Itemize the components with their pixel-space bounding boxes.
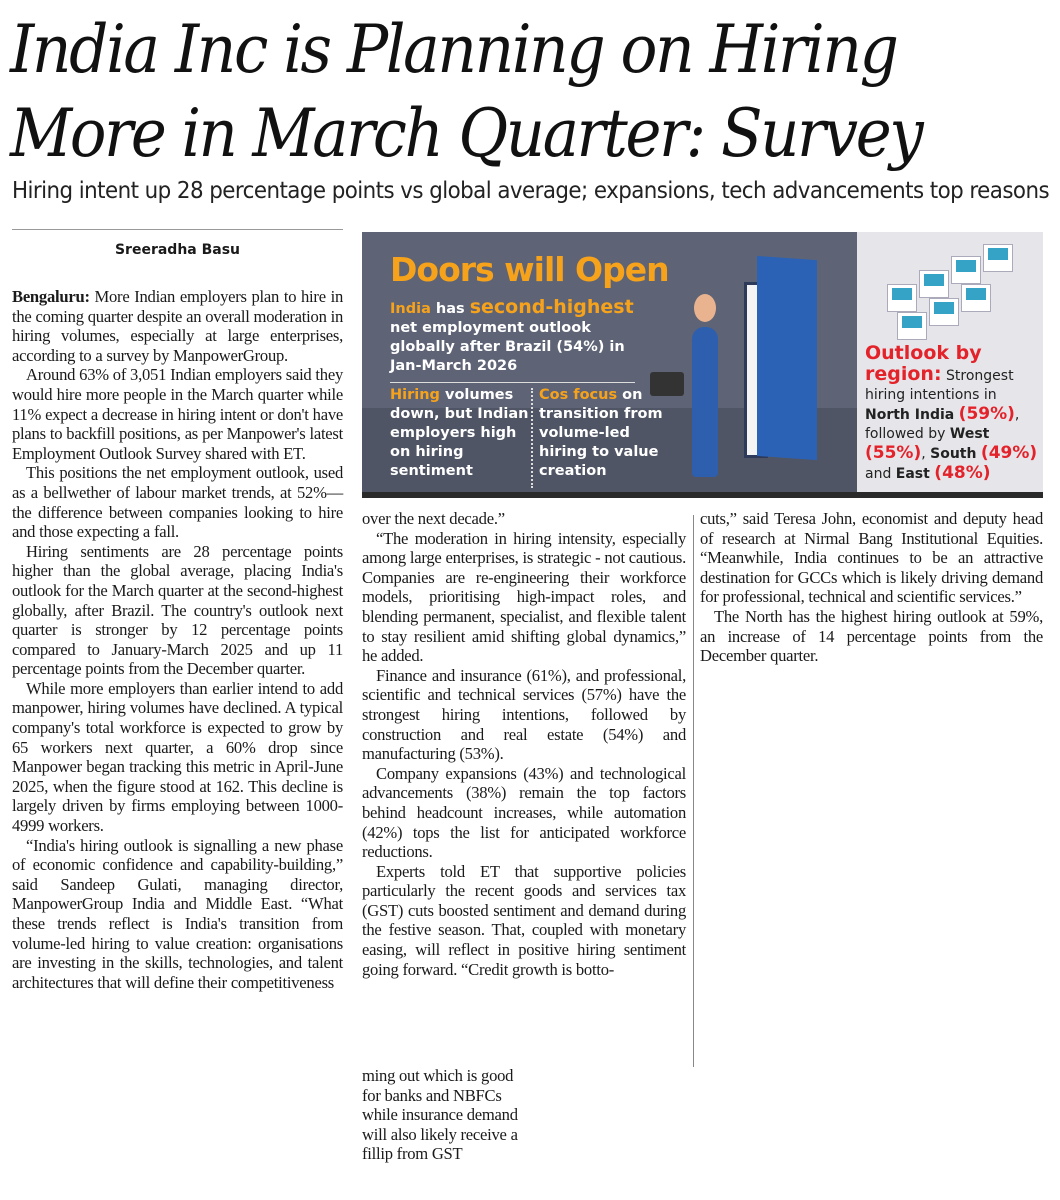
businessman-illustration [692,327,718,477]
paragraph: Around 63% of 3,051 Indian employers said they would hire more people in the March quarter while 11% expect a decrease in hiring intent or don't have plans to backfill positions, as per Manpower's latest Employment Outlook Survey shared with ET. [12,365,343,463]
point-2-text: on transition from volume-led hiring to value creation [539,387,663,479]
paragraph: cuts,” said Teresa John, economist and deputy head of research at Nirmal Bang Institutional Equities. “Meanwhile, India continues to be an attractive destination for GCCs which is likely driving demand for professional, technical and scientific services.” [700,509,1043,607]
paragraph: This positions the net employment outlook, used as a bellwether of labour market trends, at 52%—the difference between companies looking to hire and those expecting a fall. [12,463,343,542]
person-head-illustration [694,294,716,322]
region-north: North India [865,407,955,423]
paragraph: The North has the highest hiring outlook at 59%, an increase of 14 percentage points from the December quarter. [700,606,1043,666]
paragraph: ming out which is good for banks and NBFCs while insurance demand will also likely receive a fillip from GST [362,1066,518,1164]
infographic-title: Doors will Open [390,250,669,289]
region-south: South [930,446,977,462]
byline: Sreeradha Basu [114,242,241,258]
infographic-lead [390,298,640,376]
open-door-illustration [757,256,817,460]
article-column-1 [12,287,343,992]
dotted-divider [531,388,533,488]
infographic-bottom-bar [362,492,1043,498]
paragraph: “The moderation in hiring intensity, especially among large enterprises, is strategic - not cautious. Companies are re-engineering their workforce models, prioritising high-impact roles, and blending permanent, specialist, and flexible talent to stay resilient amid shifting global dynamics,” he added. [362,528,686,666]
article-column-2 [362,509,686,979]
infographic-point-1 [390,386,530,481]
article-column-3 [700,509,1043,666]
region-outlook-text: Outlook by region: Strongest hiring intentions in North India (59%), followed by West (55%), South (49%) and East (48%) [865,342,1038,483]
region-panel [857,232,1043,492]
region-west: West [949,426,990,442]
region-intro: Strongest hiring intentions in [865,368,1014,403]
lead-india: India [390,301,431,317]
lead-highlight: second-highest [469,296,634,318]
region-west-pct: (55%) [865,443,922,463]
region-south-pct: (49%) [980,443,1038,463]
paragraph: over the next decade.” [362,509,505,528]
paragraph: Company expansions (43%) and technological advancements (38%) remain the top factors behind headcount increases, while automation (42%) tops the list for anticipated workforce reductions. [362,763,686,862]
paragraph [12,287,343,365]
paragraph: Hiring sentiments are 28 percentage points higher than the global average, placing India's outlook for the March quarter at the second-highest globally, after Brazil. The country's outlook next quarter is stronger by 12 percentage points compared to January-March 2025 and up 11 percentage points from the December quarter. [12,541,343,679]
paragraph: While more employers than earlier intend to add manpower, hiring volumes have declined. A typical company's total workforce is expected to grow by 65 workers next quarter, a 60% drop since Manpower began tracking this metric in April-June 2025, when the figure stood at 162. This decline is largely driven by firms employing between 1000-4999 workers. [12,678,343,836]
paragraph: Experts told ET that supportive policies particularly the recent goods and services tax (GST) cuts boosted sentiment and demand during the festive season. That, coupled with monetary easing, will reflect in positive hiring sentiment going forward. “Credit growth is botto- [362,861,686,979]
lead-rest: net employment outlook globally after Brazil (54%) in Jan-March 2026 [390,320,625,374]
subheadline: Hiring intent up 28 percentage points vs global average; expansions, tech advancements top reasons [12,178,1050,204]
infographic-divider [390,382,635,383]
headline-line-1: India Inc is Planning on Hiring [10,11,897,88]
resume-cards-illustration [877,244,1027,334]
column-rule [693,515,694,1067]
lead-has: has [430,301,470,317]
region-title: Outlook by region: [865,342,982,385]
region-followed: , followed by [865,407,1020,442]
infographic [362,232,1043,498]
region-north-pct: (59%) [958,404,1015,424]
headline-line-2: More in March Quarter: Survey [10,95,922,172]
point-2-highlight: Cos focus [539,387,618,403]
region-and: and [865,466,896,482]
region-east: East [895,466,930,482]
point-1-highlight: Hiring [390,387,440,403]
byline-rule [12,229,343,230]
point-1-text: volumes down, but Indian employers high on hiring sentiment [390,387,529,479]
article-column-2-tail [362,1066,520,1164]
region-east-pct: (48%) [934,463,991,483]
paragraph: “India's hiring outlook is signalling a new phase of economic confidence and capability-building,” said Sandeep Gulati, managing director, ManpowerGroup India and Middle East. “What these trends reflect is India's transition from volume-led hiring to value creation: organisations are investing in the skills, technologies, and talent architectures that will define their competitiveness [12,835,343,992]
paragraph: Finance and insurance (61%), and professional, scientific and technical services (57%) have the strongest hiring intentions, followed by construction and real estate (54%) and manufacturing (53%). [362,665,686,764]
infographic-point-2 [539,386,669,481]
dateline: Bengaluru: [12,287,90,306]
paragraph-text: More Indian employers plan to hire in the coming quarter despite an overall moderation in hiring volumes, especially at large enterprises, according to a survey by ManpowerGroup. [12,287,343,365]
